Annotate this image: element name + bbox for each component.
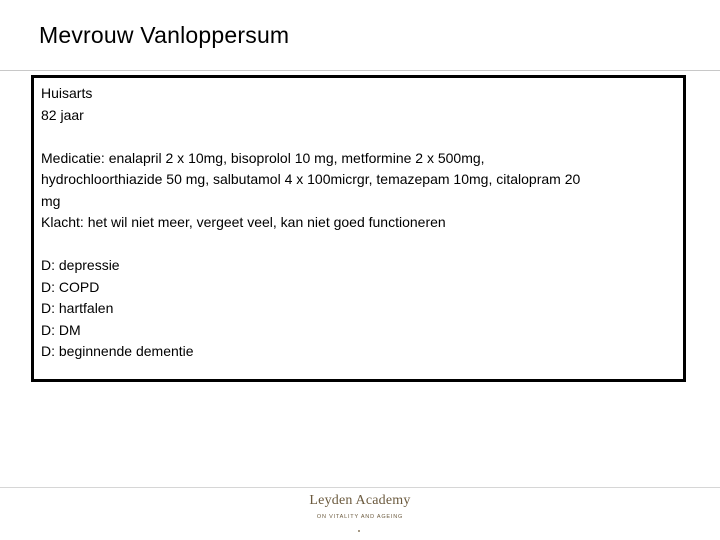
case-role: Huisarts (41, 85, 93, 101)
logo-name: Leyden Academy (309, 493, 411, 508)
medication-line-2: hydrochloorthiazide 50 mg, salbutamol 4 x 100micrgr, temazepam 10mg, citalopram 20 (41, 171, 581, 187)
diagnosis-item: D: depressie (41, 257, 120, 273)
page-title: Mevrouw Vanloppersum (39, 22, 290, 48)
diagnosis-item: D: DM (41, 321, 81, 338)
spacer (41, 234, 683, 256)
footer-divider (0, 487, 720, 488)
logo-tagline: ON VITALITY AND AGEING (316, 514, 404, 520)
case-description-box (31, 75, 686, 382)
title-divider (0, 70, 720, 71)
case-age: 82 jaar (41, 106, 84, 123)
diagnosis-item: D: beginnende dementie (41, 343, 194, 359)
diagnosis-item: D: hartfalen (41, 300, 114, 316)
logo-dot-icon (358, 530, 360, 532)
leyden-academy-logo (304, 492, 416, 536)
complaint-line: Klacht: het wil niet meer, vergeet veel, kan niet goed functioneren (41, 214, 446, 230)
medication-line-3: mg (41, 192, 61, 209)
diagnosis-item: D: COPD (41, 278, 100, 295)
spacer (41, 126, 683, 148)
medication-line-1: Medicatie: enalapril 2 x 10mg, bisoprolol 10 mg, metformine 2 x 500mg, (41, 149, 485, 166)
